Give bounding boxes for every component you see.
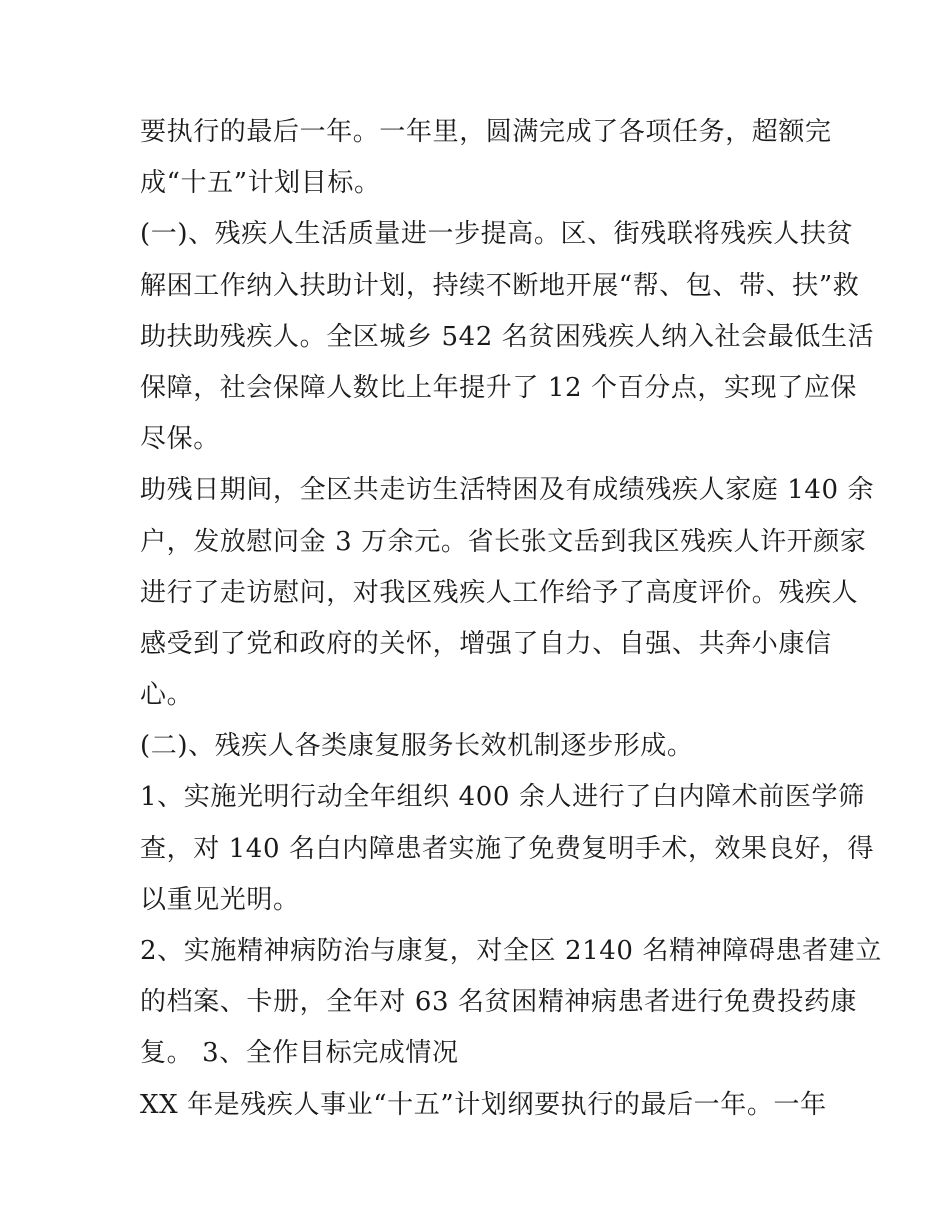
text-line: 解困工作纳入扶助计划，持续不断地开展“帮、包、带、扶”救	[140, 270, 860, 301]
text-line: 助扶助残疾人。全区城乡 542 名贫困残疾人纳入社会最低生活	[140, 321, 875, 352]
text-line: 1、实施光明行动全年组织 400 余人进行了白内障术前医学筛	[140, 782, 865, 813]
text-line: 感受到了党和政府的关怀，增强了自力、自强、共奔小康信	[140, 628, 832, 659]
text-line: 要执行的最后一年。一年里，圆满完成了各项任务，超额完	[140, 117, 832, 147]
text-line: (二)、残疾人各类康复服务长效机制逐步形成。	[140, 731, 694, 762]
text-line: 保障，社会保障人数比上年提升了 12 个百分点，实现了应保	[140, 372, 858, 403]
text-line: 2、实施精神病防治与康复，对全区 2140 名精神障碍患者建立	[140, 936, 882, 966]
text-line: 尽保。	[140, 424, 220, 455]
text-line: 复。 3、全作目标完成情况	[140, 1038, 459, 1069]
text-line: 助残日期间，全区共走访生活特困及有成绩残疾人家庭 140 余	[140, 475, 875, 506]
text-line: 的档案、卡册，全年对 63 名贫困精神病患者进行免费投药康	[140, 987, 858, 1018]
document-body	[140, 107, 882, 1131]
text-line: 户，发放慰问金 3 万余元。省长张文岳到我区残疾人许开颜家	[140, 526, 867, 557]
text-line: 成“十五”计划目标。	[140, 168, 381, 199]
text-line: XX 年是残疾人事业“十五”计划纲要执行的最后一年。一年	[140, 1089, 827, 1120]
text-line: 心。	[140, 680, 194, 711]
text-line: 进行了走访慰问，对我区残疾人工作给予了高度评价。残疾人	[140, 577, 859, 608]
text-line: 以重见光明。	[140, 884, 300, 915]
text-line: 查，对 140 名白内障患者实施了免费复明手术，效果良好，得	[140, 833, 875, 864]
text-line: (一)、残疾人生活质量进一步提高。区、街残联将残疾人扶贫	[140, 219, 854, 250]
